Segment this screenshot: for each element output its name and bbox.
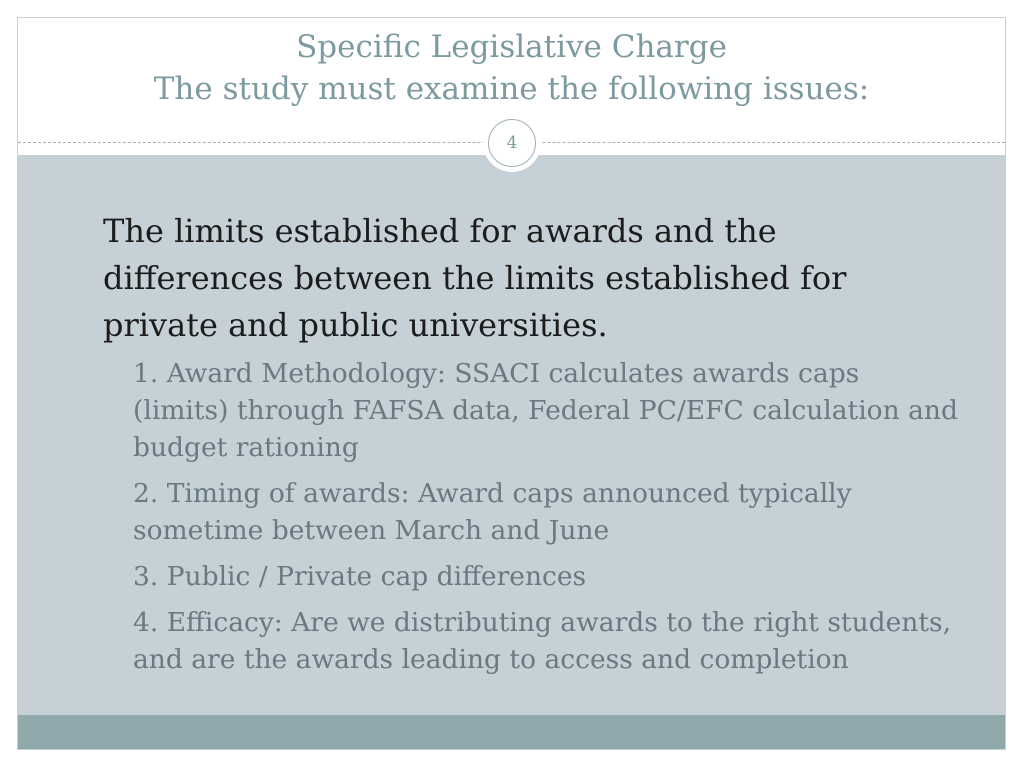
main-paragraph: The limits established for awards and the differences between the limits established for private and public universities. xyxy=(103,212,847,344)
slide-body xyxy=(103,208,963,687)
slide-subtitle: The study must examine the following issues: xyxy=(153,71,870,107)
list-item: 2. Timing of awards: Award caps announced typically sometime between March and June xyxy=(133,478,852,546)
list-item: 4. Efficacy: Are we distributing awards to the right students, and are the awards leading to access and completion xyxy=(133,607,952,675)
page-number-badge xyxy=(483,114,541,172)
list-item: 3. Public / Private cap differences xyxy=(133,561,587,592)
page-number: 4 xyxy=(488,119,536,167)
issue-list xyxy=(103,355,963,678)
footer-bar xyxy=(18,715,1005,749)
slide-title: Specific Legislative Charge xyxy=(296,29,727,65)
list-item: 1. Award Methodology: SSACI calculates awards caps (limits) through FAFSA data, Federal PC/EFC calculation and budget rationing xyxy=(133,358,958,463)
